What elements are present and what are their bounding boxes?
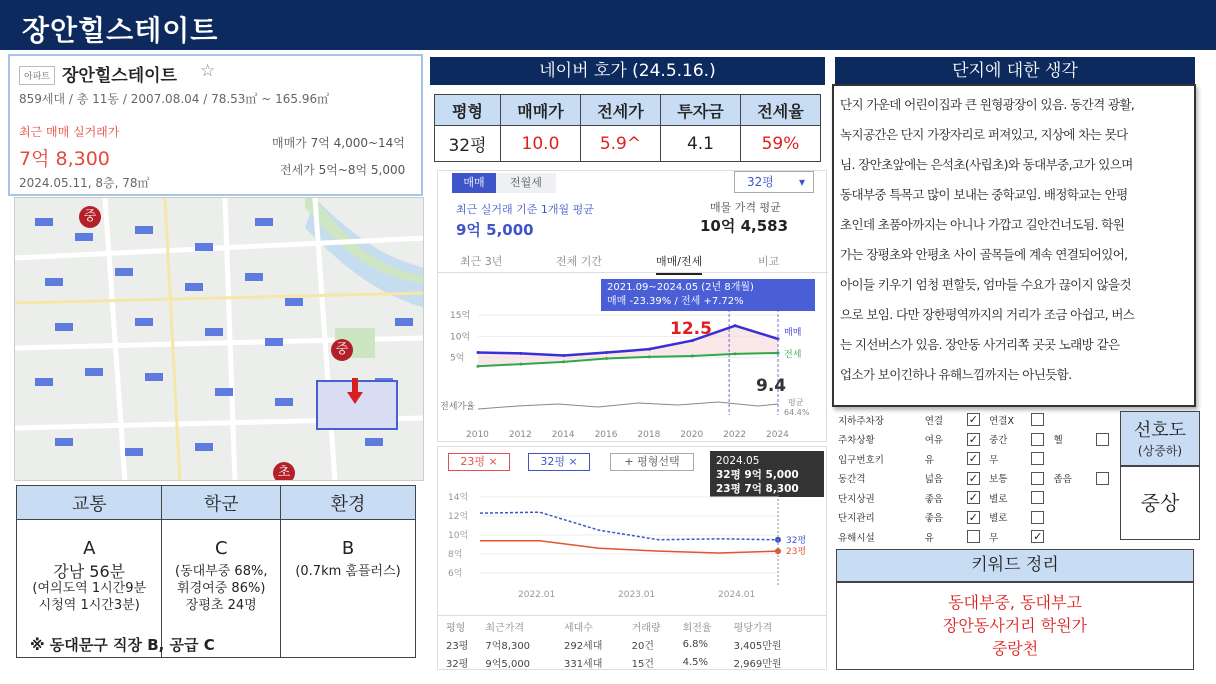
jeonse-point (477, 365, 480, 368)
legend-sale: 매매 (784, 327, 802, 338)
thought-line: 업소가 보이긴하나 유해느낌까지는 아닌듯함. (840, 367, 1072, 382)
series-23-line (480, 541, 778, 553)
thoughts-title: 단지에 대한 생각 (835, 57, 1195, 85)
table-row (446, 635, 818, 653)
period-tab[interactable]: 비교 (758, 255, 780, 268)
checkbox[interactable]: ✓ (968, 432, 978, 446)
thought-line: 초인데 초품아까지는 아니나 가깝고 길안건너도됨. 학원 (840, 217, 1125, 232)
checkbox[interactable]: ✓ (968, 452, 978, 466)
checklist-label: 넓음 (924, 474, 944, 486)
checklist-row (836, 449, 1116, 469)
elementary-school-marker[interactable]: 초 (273, 462, 295, 481)
sale-price-range: 매매가 7억 4,000~14억 (272, 136, 405, 150)
x-tick-label: 2012 (508, 430, 532, 440)
footnote: ※ 동대문구 직장 B, 공급 C (30, 636, 215, 654)
keyword-line: 동대부중, 동대부고 (948, 593, 1082, 612)
quote-jeonse-ratio: 59% (740, 126, 820, 162)
checkbox[interactable] (1096, 433, 1109, 446)
table-row (446, 653, 818, 671)
location-map[interactable] (14, 197, 424, 481)
checklist-label: 주차상황 (838, 435, 875, 447)
traffic-line3: 시청역 1시간3분) (38, 598, 140, 613)
sale-point (519, 352, 522, 355)
period-tab[interactable]: 매매/전세 (656, 253, 702, 275)
sale-point (477, 351, 480, 354)
chevron-down-icon: ▾ (798, 175, 805, 189)
chip-32[interactable]: 32평 × (528, 453, 590, 471)
checklist-label: 좁음 (1053, 474, 1072, 486)
x-tick-label: 2020 (680, 430, 704, 440)
checkbox[interactable] (1031, 413, 1044, 426)
checklist-row (836, 430, 1116, 450)
checklist-label: 별로 (989, 513, 1008, 525)
checklist-label: 연결 (924, 415, 944, 427)
complex-name[interactable]: 장안힐스테이트 (62, 66, 177, 86)
x-tick-label: 2014 (551, 430, 575, 440)
thought-line: 님. 장안초앞에는 은석초(사립초)와 동대부중,고가 있으며 (840, 157, 1133, 172)
size-compare-panel (437, 446, 827, 670)
header-environment: 환경 (281, 486, 416, 520)
checklist-label: 여유 (924, 435, 944, 447)
checklist-label: 무 (989, 532, 999, 544)
checkbox[interactable] (1031, 472, 1044, 485)
thought-line: 으로 보임. 다만 장한평역까지의 거리가 조금 아쉽고, 버스 (840, 307, 1135, 322)
ratio-avg-value: 64.4% (784, 408, 810, 417)
ratio-avg-label: 평균 (788, 398, 804, 407)
jeonse-point (519, 363, 522, 366)
thought-line: 녹지공간은 단지 가장자리로 퍼져있고, 지상에 차는 못다 (840, 127, 1128, 142)
col-header: 회전율 (682, 622, 712, 634)
thoughts-box (832, 84, 1196, 407)
school-line3: 장평초 24명 (185, 598, 257, 613)
checkbox[interactable]: ✓ (968, 510, 978, 524)
quote-header: 전세율 (740, 95, 820, 126)
sale-point (691, 339, 694, 342)
divider (438, 272, 828, 273)
col-header: 세대수 (563, 622, 593, 634)
col-header: 최근가격 (485, 622, 525, 634)
cell: 3,405만원 (733, 640, 782, 652)
checklist-row (836, 527, 1116, 547)
ask-label: 매물 가격 평균 (710, 201, 781, 214)
sale-point (562, 354, 565, 357)
cell: 20건 (631, 640, 654, 652)
checklist-label: 헬 (1053, 435, 1063, 447)
checklist-label (1052, 410, 1094, 430)
checklist-label: 유 (924, 454, 934, 466)
ratio-line (478, 402, 778, 409)
complex-info: 859세대 / 총 11동 / 2007.08.04 / 78.53㎡ ~ 165.96㎡ (19, 92, 330, 106)
quote-header: 평형 (435, 95, 501, 126)
sale-point (648, 348, 651, 351)
checklist-label (1052, 449, 1094, 469)
cell: 23평 (446, 640, 469, 652)
quote-size: 32평 (435, 126, 501, 162)
cell: 4.5% (682, 656, 708, 668)
cell: 9억5,000 (485, 658, 531, 670)
divider (438, 615, 826, 616)
environment-line1: (0.7km 홈플러스) (295, 564, 401, 579)
middle-school-marker-1[interactable]: 중 (79, 206, 101, 228)
middle-school-marker-2[interactable]: 중 (331, 339, 353, 361)
y-tick-label: 5억 (450, 353, 465, 364)
checklist-row (836, 508, 1116, 528)
checklist-label (1052, 527, 1094, 547)
checklist-row (836, 469, 1116, 489)
cell: 32평 (446, 658, 469, 670)
checklist-label: 연결X (989, 415, 1014, 427)
header-school: 학군 (162, 486, 281, 520)
checklist-label: 별로 (989, 493, 1008, 505)
avg-label: 최근 실거래 기준 1개월 평균 (456, 203, 594, 216)
thought-line: 는 지선버스가 있음. 장안동 사거리쪽 곳곳 노래방 같은 (840, 337, 1120, 352)
header-traffic: 교통 (17, 486, 162, 520)
checkbox[interactable] (1031, 491, 1044, 504)
preference-sub: (상중하) (1137, 444, 1183, 458)
tooltip-line2: 매매 -23.39% / 전세 +7.72% (607, 296, 744, 307)
checklist-label: 유해시설 (838, 532, 875, 544)
checkbox[interactable]: ✓ (968, 471, 978, 485)
checklist-row (836, 410, 1116, 430)
cell: 7억8,300 (485, 640, 531, 652)
cell: 15건 (631, 658, 654, 670)
annotation-low: 9.4 (756, 376, 787, 396)
col-header: 거래량 (631, 622, 661, 634)
checklist-label: 단지상권 (838, 493, 875, 505)
cell: 331세대 (563, 658, 603, 670)
quote-header: 전세가 (580, 95, 660, 126)
x-tick-label: 2023.01 (618, 590, 656, 600)
add-size-button[interactable]: + 평형선택 (610, 453, 694, 471)
tab-rent[interactable]: 전월세 (496, 173, 556, 193)
jeonse-point (648, 355, 651, 358)
thought-line: 단지 가운데 어린이집과 큰 원형광장이 있음. 동간격 광활, (840, 97, 1135, 112)
jeonse-point (605, 357, 608, 360)
x-tick-label: 2022.01 (518, 590, 556, 600)
environment-grade: B (341, 538, 355, 559)
sale-point (605, 351, 608, 354)
keyword-line: 장안동사거리 학원가 (942, 616, 1088, 635)
x-tick-label: 2010 (466, 430, 489, 440)
checklist-table (836, 410, 1116, 547)
keyword-line: 중랑천 (991, 639, 1039, 658)
preference-header (1120, 411, 1200, 466)
chip-23[interactable]: 23평 × (448, 453, 510, 471)
size-compare-chart[interactable] (438, 487, 826, 607)
y-tick-label: 8억 (448, 550, 463, 560)
quote-sale: 10.0 (500, 126, 580, 162)
col-header: 평당가격 (733, 622, 773, 634)
checklist-row (836, 488, 1116, 508)
favorite-star-icon[interactable]: ☆ (200, 61, 216, 81)
checkbox[interactable] (1031, 452, 1044, 465)
size-select-value: 32평 (747, 175, 774, 189)
checkbox[interactable] (1096, 472, 1109, 485)
x-tick-label: 2024.01 (718, 590, 756, 600)
checklist-label: 입구번호키 (838, 454, 884, 466)
x-tick-label: 2016 (594, 430, 618, 440)
period-tab[interactable]: 최근 3년 (460, 255, 503, 268)
listing-card[interactable] (8, 54, 423, 196)
checklist-label: 동간격 (838, 474, 866, 486)
checklist-label (1052, 488, 1094, 508)
jeonse-point (562, 360, 565, 363)
quote-table (434, 94, 821, 162)
cell: 6.8% (682, 638, 708, 650)
quote-header: 매매가 (500, 95, 580, 126)
recent-trade-label: 최근 매매 실거래가 (19, 125, 120, 139)
chart-tooltip (601, 279, 815, 311)
thought-line: 아이들 키우기 엄청 편할듯, 엄마들 수요가 끊이지 않을것 (840, 277, 1131, 292)
quote-jeonse: 5.9^ (580, 126, 660, 162)
checklist-label: 무 (989, 454, 999, 466)
size-select[interactable] (734, 171, 814, 193)
ratio-label: 전세가율 (440, 402, 475, 412)
tooltip-row-23: 23평 7억 8,300 (716, 483, 799, 495)
school-grade: C (214, 538, 228, 559)
checklist-label: 유 (924, 532, 934, 544)
tooltip-date: 2024.05 (716, 455, 760, 467)
x-tick-label: 2018 (637, 430, 661, 440)
y-tick-label: 6억 (448, 569, 463, 579)
checklist-label: 보통 (989, 474, 1008, 486)
traffic-line1: 강남 56분 (53, 562, 126, 581)
gap-area (478, 326, 778, 367)
tooltip-row-32: 32평 9억 5,000 (716, 469, 799, 481)
y-tick-label: 14억 (448, 493, 469, 503)
checkbox[interactable] (1031, 433, 1044, 446)
sale-point (734, 324, 737, 327)
price-chart-panel (437, 170, 827, 442)
jeonse-point (734, 352, 737, 355)
col-header: 평형 (446, 622, 466, 634)
map-canvas (15, 198, 424, 481)
checkbox[interactable]: ✓ (968, 413, 978, 427)
preference-title: 선호도 (1133, 420, 1187, 441)
annotation-high: 12.5 (670, 319, 712, 339)
cell: 292세대 (563, 640, 603, 652)
period-tab[interactable]: 전체 기간 (556, 255, 603, 268)
size-compare-table (446, 617, 818, 671)
school-line2: 휘경여중 86%) (177, 581, 266, 596)
school-line1: (동대부중 68%, (175, 564, 268, 579)
thought-line: 동대부중 특목고 많이 보내는 중학교임. 배정학교는 안평 (840, 187, 1128, 202)
x-tick-label: 2024 (766, 430, 789, 440)
checklist-label: 단지관리 (838, 513, 875, 525)
traffic-line2: (여의도역 1시간9분 (32, 581, 147, 596)
quote-investment: 4.1 (660, 126, 740, 162)
checklist-label (1052, 508, 1094, 528)
keywords-title: 키워드 정리 (836, 549, 1194, 582)
legend-23: 23평 (786, 547, 807, 558)
evaluation-table (16, 485, 416, 658)
checkbox[interactable] (1031, 511, 1044, 524)
avg-value: 9억 5,000 (456, 221, 534, 239)
y-tick-label: 15억 (450, 311, 471, 321)
checklist-label: 중간 (989, 435, 1008, 447)
keywords-box (836, 582, 1194, 670)
y-tick-label: 10억 (448, 531, 469, 541)
quote-header: 투자금 (660, 95, 740, 126)
preference-value: 중상 (1120, 466, 1200, 540)
checklist-label: 좋음 (924, 513, 944, 525)
cell: 2,969만원 (733, 658, 782, 670)
y-tick-label: 12억 (448, 512, 469, 522)
tab-sale[interactable]: 매매 (452, 173, 496, 193)
quote-title: 네이버 호가 (24.5.16.) (430, 57, 825, 85)
legend-32: 32평 (786, 535, 807, 546)
checklist-label: 좋음 (924, 493, 944, 505)
recent-trade-detail: 2024.05.11, 8층, 78㎡ (19, 176, 150, 190)
environment-cell (281, 520, 416, 658)
title-bar (0, 0, 1216, 50)
y-tick-label: 10억 (450, 332, 471, 343)
checkbox[interactable] (967, 530, 980, 543)
ask-value: 10억 4,583 (700, 217, 789, 235)
apt-tag: 아파트 (19, 66, 55, 85)
checkbox[interactable]: ✓ (1033, 530, 1043, 544)
jeonse-point (691, 354, 694, 357)
checkbox[interactable]: ✓ (968, 491, 978, 505)
page-title: 장안힐스테이트 (22, 14, 219, 47)
recent-trade-price: 7억 8,300 (19, 148, 110, 170)
x-tick-label: 2022 (723, 430, 747, 440)
checklist-label: 지하주차장 (838, 415, 884, 427)
tooltip-line1: 2021.09~2024.05 (2년 8개월) (607, 282, 754, 293)
thought-line: 가는 장평초와 안평초 사이 골목들에 계속 연결되어있어, (840, 247, 1128, 262)
jeonse-price-range: 전세가 5억~8억 5,000 (280, 163, 406, 177)
legend-jeonse: 전세 (784, 349, 802, 360)
traffic-grade: A (83, 538, 96, 559)
